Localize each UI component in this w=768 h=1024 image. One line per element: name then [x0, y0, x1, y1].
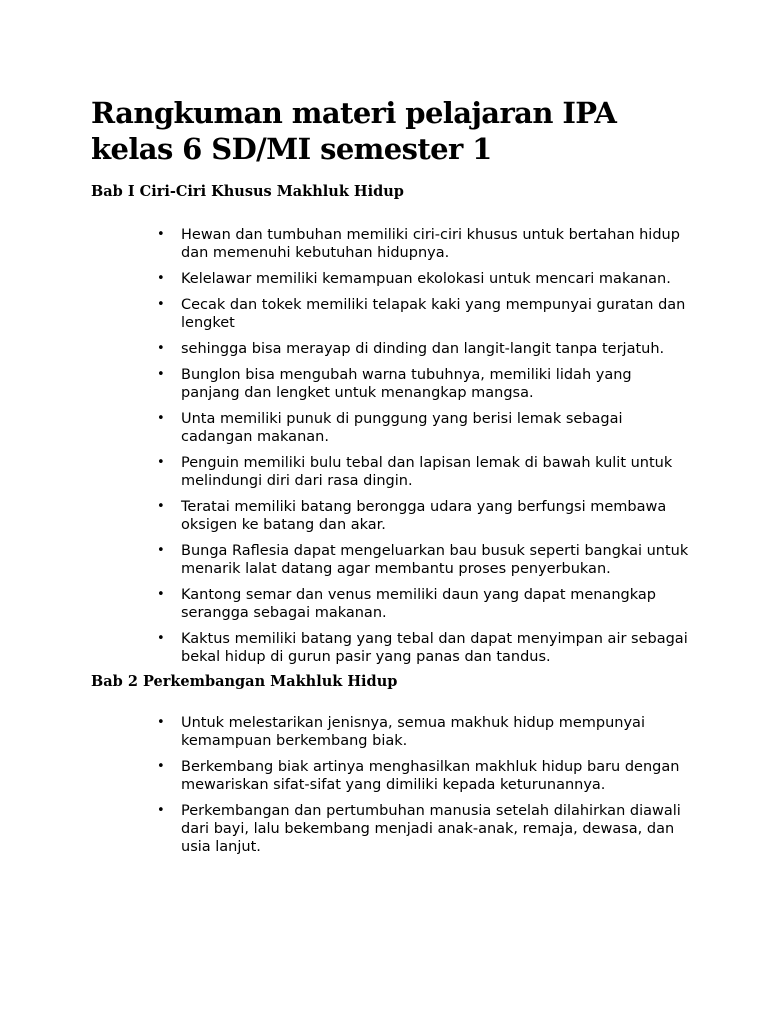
list-item: [91, 454, 691, 490]
bullet-icon: •: [157, 411, 165, 426]
bullet-icon: •: [157, 455, 165, 470]
bullet-list-bab-2: [91, 714, 691, 856]
list-item-text: Unta memiliki punuk di punggung yang berisi lemak sebagai cadangan makanan.: [181, 411, 623, 445]
list-item: [91, 630, 691, 666]
bullet-icon: •: [157, 631, 165, 646]
list-item: [91, 270, 691, 288]
list-item-text: Hewan dan tumbuhan memiliki ciri-ciri khusus untuk bertahan hidup dan memenuhi kebutuhan hidupnya.: [181, 227, 680, 261]
bullet-icon: •: [157, 271, 165, 286]
document-title: Rangkuman materi pelajaran IPA kelas 6 SD/MI semester 1: [91, 96, 617, 166]
bullet-icon: •: [157, 341, 165, 356]
list-item-text: Kaktus memiliki batang yang tebal dan dapat menyimpan air sebagai bekal hidup di gurun pasir yang panas dan tandus.: [181, 631, 688, 665]
list-item: [91, 226, 691, 262]
list-item-text: Perkembangan dan pertumbuhan manusia setelah dilahirkan diawali dari bayi, lalu bekembang menjadi anak-anak, remaja, dewasa, dan usia lanjut.: [181, 803, 681, 855]
list-item: [91, 802, 691, 856]
list-item: [91, 296, 691, 332]
bullet-icon: •: [157, 715, 165, 730]
section-heading-bab-1: Bab I Ciri-Ciri Khusus Makhluk Hidup: [91, 183, 404, 200]
section-heading-bab-2: Bab 2 Perkembangan Makhluk Hidup: [91, 673, 398, 690]
list-item: [91, 340, 691, 358]
list-item-text: Teratai memiliki batang berongga udara yang berfungsi membawa oksigen ke batang dan akar.: [181, 499, 667, 533]
bullet-icon: •: [157, 587, 165, 602]
list-item-text: Kantong semar dan venus memiliki daun yang dapat menangkap serangga sebagai makanan.: [181, 587, 656, 621]
list-item: [91, 542, 691, 578]
list-item: [91, 366, 691, 402]
bullet-icon: •: [157, 759, 165, 774]
list-item-text: Berkembang biak artinya menghasilkan makhluk hidup baru dengan mewariskan sifat-sifat yang dimiliki kepada keturunannya.: [181, 759, 680, 793]
list-item-text: Penguin memiliki bulu tebal dan lapisan lemak di bawah kulit untuk melindungi diri dari rasa dingin.: [181, 455, 673, 489]
bullet-icon: •: [157, 543, 165, 558]
list-item: [91, 498, 691, 534]
list-item-text: Cecak dan tokek memiliki telapak kaki yang mempunyai guratan dan lengket: [181, 297, 686, 331]
bullet-list-bab-1: [91, 226, 691, 666]
list-item-text: Untuk melestarikan jenisnya, semua makhuk hidup mempunyai kemampuan berkembang biak.: [181, 715, 645, 749]
bullet-icon: •: [157, 297, 165, 312]
bullet-icon: •: [157, 803, 165, 818]
list-item-text: sehingga bisa merayap di dinding dan langit-langit tanpa terjatuh.: [181, 341, 665, 357]
list-item: [91, 586, 691, 622]
bullet-icon: •: [157, 367, 165, 382]
list-item: [91, 714, 691, 750]
list-item-text: Bunga Raflesia dapat mengeluarkan bau busuk seperti bangkai untuk menarik lalat datang agar membantu proses penyerbukan.: [181, 543, 689, 577]
document-page: [91, 95, 691, 856]
bullet-icon: •: [157, 499, 165, 514]
list-item-text: Kelelawar memiliki kemampuan ekolokasi untuk mencari makanan.: [181, 271, 671, 287]
list-item-text: Bunglon bisa mengubah warna tubuhnya, memiliki lidah yang panjang dan lengket untuk menangkap mangsa.: [181, 367, 632, 401]
bullet-icon: •: [157, 227, 165, 242]
list-item: [91, 758, 691, 794]
list-item: [91, 410, 691, 446]
